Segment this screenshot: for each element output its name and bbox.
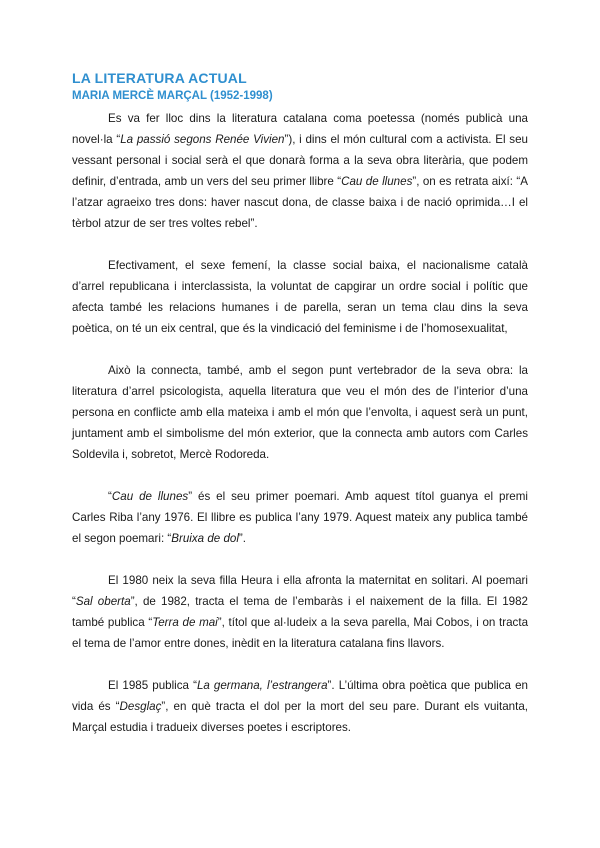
italic-title: La germana, l’estrangera: [196, 679, 328, 692]
page-title: LA LITERATURA ACTUAL: [72, 70, 247, 86]
text-run: Efectivament, el sexe femení, la classe social baixa, el nacionalisme català d’arrel republicana i interclassista, la voluntat de capgirar un ordre social i polític que afecta també les relacions humanes i de parella, seran un tema clau dins la seva poètica, on té un eix central, que és la vindicació del feminisme i de l’homosexualitat,: [72, 259, 528, 335]
paragraph-first-book: [72, 486, 528, 549]
text-run: ”, on es retrata així: “A l’atzar agraeixo tres dons: haver nascut dona, de classe baixa i de nació oprimida…I el tèrbol atzur de ser tres voltes rebel”.: [72, 175, 528, 230]
italic-title: La passió segons Renée Vivien: [120, 133, 285, 146]
italic-title: Cau de llunes: [111, 490, 189, 503]
text-run: “: [108, 490, 112, 503]
italic-title: Cau de llunes: [341, 175, 413, 188]
italic-title: Desglaç: [119, 700, 162, 713]
paragraph-1980: [72, 570, 528, 654]
text-run: Això la connecta, també, amb el segon punt vertebrador de la seva obra: la literatura d’arrel psicologista, aquella literatura que veu el món des de l’interior d’una persona en conflicte amb ella mateixa i amb el món que l’envolta, i aquest serà un punt, juntament amb el simbolisme del món exterior, que la connecta amb autors com Carles Soldevila i, sobretot, Mercè Rodoreda.: [72, 364, 528, 461]
text-run: ”.: [238, 532, 247, 545]
text-run: ”, títol que al·ludeix a la seva parella, Mai Cobos, i on tracta el tema de l’amor entre dones, inèdit en la literatura catalana fins llavors.: [72, 616, 529, 650]
text-run: Es va fer lloc dins la literatura catalana coma poetessa (només publicà una novel·la “: [72, 112, 528, 146]
italic-title: Sal oberta: [75, 595, 131, 608]
text-run: ”), i dins el món cultural com a activista. El seu vessant personal i social serà el que donarà forma a la seva obra literària, que podem definir, d’entrada, amb un vers del seu primer llibre “: [72, 133, 528, 188]
paragraph-1985: [72, 675, 528, 738]
text-run: ”, en què tracta el dol per la mort del seu pare. Durant els vuitanta, Marçal estudia i tradueix diverses poetes i escriptores.: [72, 700, 528, 734]
paragraph-themes: [72, 255, 528, 339]
text-run: ”, de 1982, tracta el tema de l’embaràs i el naixement de la filla. El 1982 també publica “: [72, 595, 528, 629]
section-subtitle: MARIA MERCÈ MARÇAL (1952-1998): [72, 90, 273, 102]
text-run: El 1980 neix la seva filla Heura i ella afronta la maternitat en solitari. Al poemari “: [72, 574, 528, 608]
text-run: ” és el seu primer poemari. Amb aquest títol guanya el premi Carles Riba l’any 1976. El llibre es publica l’any 1979. Aquest mateix any publica també el segon poemari: “: [72, 490, 528, 545]
paragraph-psychology: [72, 360, 528, 465]
text-run: ”. L’última obra poètica que publica en vida és “: [72, 679, 528, 713]
text-run: El 1985 publica “: [108, 679, 197, 692]
paragraph-intro: [72, 108, 528, 234]
italic-title: Terra de mai: [152, 616, 218, 629]
italic-title: Bruixa de dol: [171, 532, 239, 545]
